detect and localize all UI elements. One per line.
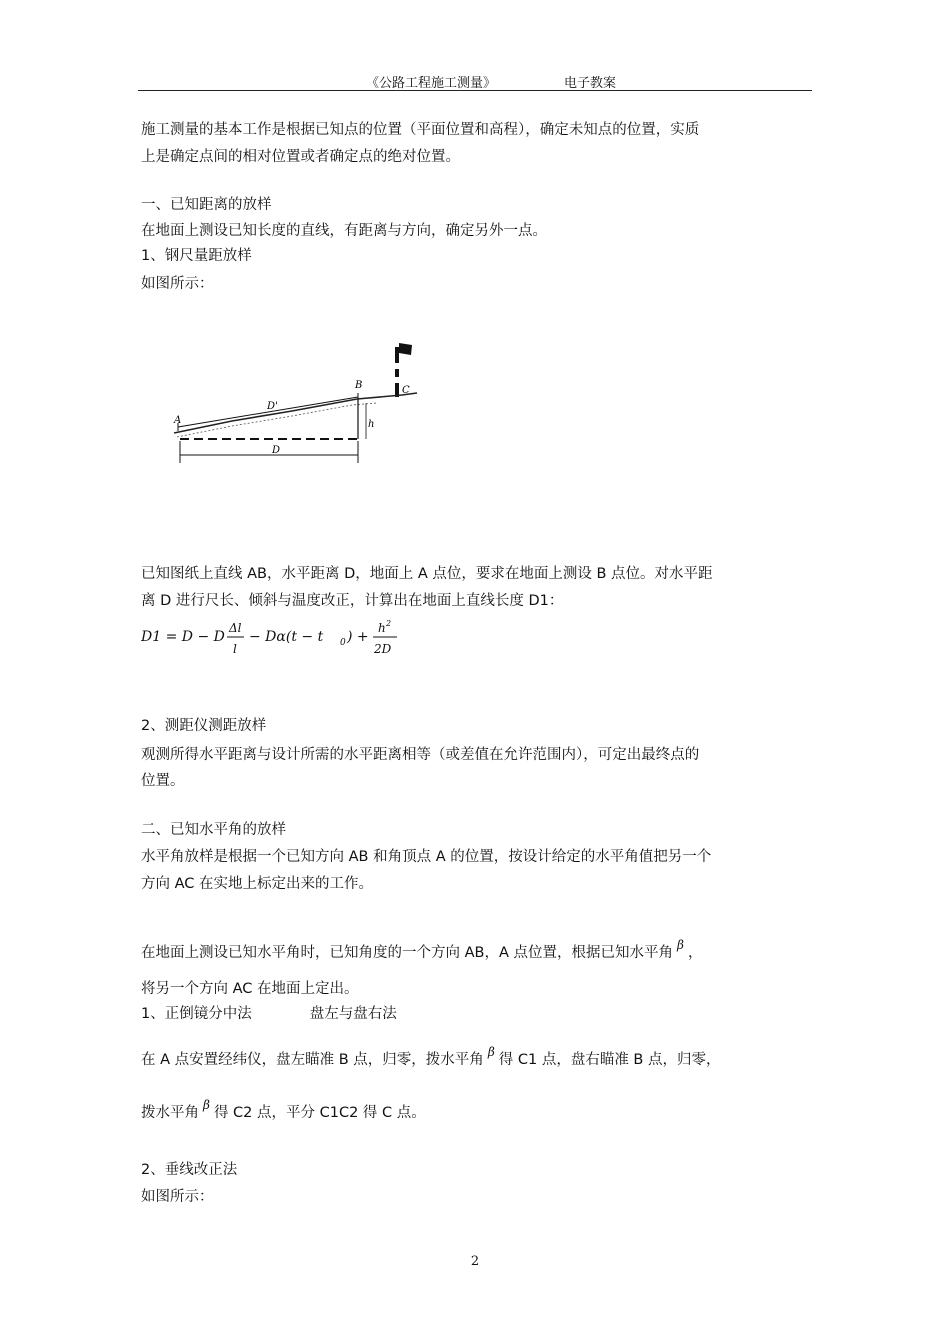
- header-doc-type: 电子教案: [564, 76, 617, 91]
- section2-sub1-title-row: [141, 1002, 397, 1023]
- section2-para2-line-1: [141, 938, 703, 962]
- figure1-caption: 如图所示：: [141, 276, 214, 292]
- section1-sub1-title: 1、钢尺量距放样: [141, 248, 252, 264]
- intro-line-1: 施工测量的基本工作是根据已知点的位置（平面位置和高程），确定未知点的位置，实质: [141, 122, 700, 138]
- section1-title: 一、已知距离的放样: [141, 197, 272, 213]
- label-D-prime: D': [267, 401, 278, 412]
- section2-sub1-title: 1、正倒镜分中法: [141, 1006, 252, 1022]
- page-header: [138, 70, 812, 91]
- beta-symbol: β: [677, 938, 684, 952]
- intro-line-2: 上是确定点间的相对位置或者确定点的绝对位置。: [141, 149, 460, 165]
- flag-icon: [399, 343, 412, 355]
- length-correction-formula: [141, 617, 401, 661]
- label-B: B: [355, 380, 363, 391]
- formula-frac2-num: h: [378, 621, 386, 635]
- label-D: D: [272, 445, 281, 456]
- section1-sub2-line-1: 观测所得水平距离与设计所需的水平距离相等（或差值在允许范围内），可定出最终点的: [141, 747, 700, 763]
- beta-symbol: β: [487, 1045, 495, 1059]
- formula-mid: − Dα(t − t: [249, 629, 324, 645]
- label-C: C: [402, 385, 410, 396]
- para2-text-a: 在地面上测设已知水平角时，已知角度的一个方向 AB，A 点位置，根据已知水平角: [141, 945, 674, 961]
- section2-sub2-caption: 如图所示：: [141, 1189, 214, 1205]
- para2-text-b: ，: [687, 945, 703, 961]
- section2-para2-line-2: 将另一个方向 AC 在地面上定出。: [141, 981, 359, 997]
- ground-line: [174, 393, 417, 433]
- formula-frac2-sup: 2: [386, 619, 392, 628]
- sub1-text-b: 得 C1 点，盘右瞄准 B 点，归零，: [498, 1052, 721, 1068]
- formula-close: ) +: [347, 629, 369, 645]
- section1-desc: 在地面上测设已知长度的直线，有距离与方向，确定另外一点。: [141, 223, 547, 239]
- formula-frac2-den: 2D: [374, 642, 392, 656]
- section2-sub1-line-2: [141, 1098, 426, 1122]
- section2-para1-line-1: 水平角放样是根据一个已知方向 AB 和角顶点 A 的位置，按设计给定的水平角值把另一个: [141, 849, 712, 865]
- sub1-text-c: 拨水平角: [141, 1105, 199, 1121]
- formula-lhs: D1 = D − D: [141, 629, 225, 645]
- formula-sub0: 0: [340, 638, 346, 648]
- beta-symbol: β: [203, 1098, 210, 1112]
- formula-frac1-den: l: [233, 642, 237, 656]
- range-pole: [395, 347, 399, 397]
- distance-layout-figure: [172, 333, 422, 468]
- section2-title: 二、已知水平角的放样: [141, 822, 286, 838]
- section1-para-line-1: 已知图纸上直线 AB，水平距离 D，地面上 A 点位，要求在地面上测设 B 点位。对水平距: [141, 566, 713, 582]
- formula-frac1-num: Δl: [229, 621, 242, 635]
- label-h: h: [368, 419, 375, 430]
- sub1-text-d: 得 C2 点，平分 C1C2 得 C 点。: [213, 1105, 426, 1121]
- section1-para-line-2: 离 D 进行尺长、倾斜与温度改正，计算出在地面上直线长度 D1：: [141, 593, 564, 609]
- page-number: 2: [470, 1254, 480, 1269]
- section2-sub2-title: 2、垂线改正法: [141, 1162, 238, 1178]
- section2-para1-line-2: 方向 AC 在实地上标定出来的工作。: [141, 876, 374, 892]
- section1-sub2-line-2: 位置。: [141, 773, 185, 789]
- sub1-text-a: 在 A 点安置经纬仪，盘左瞄准 B 点，归零，拨水平角: [141, 1052, 484, 1068]
- section2-sub1-line-1: [141, 1045, 721, 1069]
- header-course-title: 《公路工程施工测量》: [366, 76, 497, 91]
- label-A: A: [174, 415, 182, 426]
- section1-sub2-title: 2、测距仪测距放样: [141, 718, 267, 734]
- section2-sub1-title2: 盘左与盘右法: [309, 1006, 397, 1022]
